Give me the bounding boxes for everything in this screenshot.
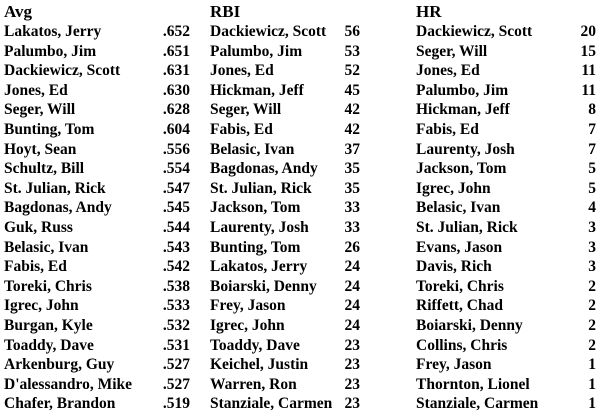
player-row xyxy=(4,238,190,258)
player-row xyxy=(4,375,190,395)
player-name: Jackson, Tom xyxy=(210,199,301,217)
stat-value: .544 xyxy=(162,218,190,236)
player-name: Stanziale, Carmen xyxy=(210,395,333,413)
player-name: Hickman, Jeff xyxy=(416,101,510,119)
player-row xyxy=(4,336,190,356)
player-name: Frey, Jason xyxy=(416,356,492,374)
player-row xyxy=(210,159,360,179)
stat-value: 5 xyxy=(588,179,596,197)
stat-value: 37 xyxy=(344,140,360,158)
player-row xyxy=(210,198,360,218)
player-row xyxy=(210,336,360,356)
stat-value: .545 xyxy=(162,199,190,217)
stat-value: .538 xyxy=(162,277,190,295)
stat-value: .631 xyxy=(162,62,190,80)
player-name: Toreki, Chris xyxy=(4,277,92,295)
stat-value: .652 xyxy=(162,23,190,40)
player-row xyxy=(4,218,190,238)
hr-rows xyxy=(416,22,596,414)
avg-column xyxy=(4,0,190,414)
player-row xyxy=(416,179,596,199)
player-row xyxy=(210,238,360,258)
player-row xyxy=(4,140,190,160)
rbi-column xyxy=(210,0,360,414)
player-row xyxy=(210,81,360,101)
player-name: Seger, Will xyxy=(4,101,76,119)
player-row xyxy=(210,375,360,395)
stat-value: 24 xyxy=(344,297,360,315)
player-row xyxy=(416,100,596,120)
player-row xyxy=(210,218,360,238)
player-row xyxy=(4,159,190,179)
player-name: Hoyt, Sean xyxy=(4,140,77,158)
player-row xyxy=(416,277,596,297)
stat-value: 33 xyxy=(344,199,360,217)
stat-value: 23 xyxy=(344,336,360,354)
player-row xyxy=(416,375,596,395)
player-row xyxy=(210,22,360,42)
stat-value: 23 xyxy=(344,356,360,374)
stat-value: .542 xyxy=(162,258,190,276)
stat-value: 15 xyxy=(580,42,596,60)
stat-value: 33 xyxy=(344,218,360,236)
player-name: Belasic, Ivan xyxy=(4,238,89,256)
stat-value: 24 xyxy=(344,277,360,295)
stat-value: .519 xyxy=(162,395,190,413)
player-row xyxy=(210,61,360,81)
player-name: Igrec, John xyxy=(416,179,491,197)
player-row xyxy=(4,100,190,120)
stat-value: 1 xyxy=(588,375,596,393)
player-name: St. Julian, Rick xyxy=(416,218,518,236)
player-name: Hickman, Jeff xyxy=(210,81,304,99)
player-name: Arkenburg, Guy xyxy=(4,356,115,374)
player-row xyxy=(210,316,360,336)
player-row xyxy=(210,42,360,62)
stat-value: .651 xyxy=(162,42,190,60)
player-name: Belasic, Ivan xyxy=(416,199,501,217)
stat-value: 2 xyxy=(588,277,596,295)
player-row xyxy=(4,296,190,316)
stat-value: 11 xyxy=(581,62,596,80)
player-row xyxy=(210,179,360,199)
player-name: Guk, Russ xyxy=(4,218,73,236)
player-row xyxy=(416,296,596,316)
player-row xyxy=(416,61,596,81)
stat-value: .556 xyxy=(162,140,190,158)
player-row xyxy=(416,336,596,356)
player-row xyxy=(210,296,360,316)
player-row xyxy=(416,81,596,101)
player-name: Palumbo, Jim xyxy=(210,42,303,60)
stat-value: 24 xyxy=(344,316,360,334)
stat-value: 24 xyxy=(344,258,360,276)
player-row xyxy=(4,198,190,218)
player-name: Fabis, Ed xyxy=(4,258,67,276)
stat-value: 7 xyxy=(588,120,596,138)
player-name: Evans, Jason xyxy=(416,238,503,256)
stat-value: 42 xyxy=(344,101,360,119)
player-name: Lakatos, Jerry xyxy=(210,258,308,276)
player-row xyxy=(4,277,190,297)
player-row xyxy=(4,257,190,277)
player-name: Toaddy, Dave xyxy=(210,336,300,354)
player-row xyxy=(4,355,190,375)
player-row xyxy=(210,355,360,375)
stat-value: 42 xyxy=(344,120,360,138)
player-row xyxy=(416,238,596,258)
player-name: Frey, Jason xyxy=(210,297,286,315)
stat-value: 45 xyxy=(344,81,360,99)
player-name: Belasic, Ivan xyxy=(210,140,295,158)
stat-value: .543 xyxy=(162,238,190,256)
stat-value: 4 xyxy=(588,199,596,217)
player-name: Jones, Ed xyxy=(4,81,68,99)
player-name: Igrec, John xyxy=(210,316,285,334)
player-name: Bagdonas, Andy xyxy=(4,199,112,217)
rbi-rows xyxy=(210,22,360,414)
stat-value: 2 xyxy=(588,316,596,334)
player-name: St. Julian, Rick xyxy=(210,179,312,197)
stat-value: 53 xyxy=(344,42,360,60)
stat-value: 52 xyxy=(344,62,360,80)
player-name: Fabis, Ed xyxy=(416,120,479,138)
player-row xyxy=(210,120,360,140)
stat-value: 3 xyxy=(588,258,596,276)
player-row xyxy=(4,316,190,336)
player-name: Chafer, Brandon xyxy=(4,395,116,413)
player-name: D'alessandro, Mike xyxy=(4,375,133,393)
player-row xyxy=(4,394,190,414)
stat-value: .533 xyxy=(162,297,190,315)
player-name: Toaddy, Dave xyxy=(4,336,94,354)
stat-value: .628 xyxy=(162,101,190,119)
player-name: Toreki, Chris xyxy=(416,277,504,295)
player-row xyxy=(4,61,190,81)
player-row xyxy=(210,100,360,120)
player-name: Jones, Ed xyxy=(416,62,480,80)
stat-value: 23 xyxy=(344,375,360,393)
player-row xyxy=(4,120,190,140)
player-name: St. Julian, Rick xyxy=(4,179,106,197)
player-row xyxy=(416,218,596,238)
stat-value: .531 xyxy=(162,336,190,354)
player-name: Warren, Ron xyxy=(210,375,297,393)
hr-column-title: HR xyxy=(416,2,442,21)
rbi-column-title: RBI xyxy=(210,2,241,21)
player-name: Davis, Rich xyxy=(416,258,492,276)
stat-value: 20 xyxy=(580,23,596,40)
avg-column-title: Avg xyxy=(4,2,33,21)
stat-value: 35 xyxy=(344,179,360,197)
player-name: Jackson, Tom xyxy=(416,160,507,178)
player-row xyxy=(4,81,190,101)
player-name: Bagdonas, Andy xyxy=(210,160,318,178)
stat-value: 1 xyxy=(588,356,596,374)
avg-rows xyxy=(4,22,190,414)
stat-value: .527 xyxy=(162,356,190,374)
player-name: Seger, Will xyxy=(210,101,282,119)
player-name: Palumbo, Jim xyxy=(416,81,509,99)
player-name: Schultz, Bill xyxy=(4,160,85,178)
stat-value: .547 xyxy=(162,179,190,197)
player-row xyxy=(210,277,360,297)
stat-value: 7 xyxy=(588,140,596,158)
player-name: Dackiewicz, Scott xyxy=(4,62,121,80)
player-row xyxy=(416,257,596,277)
stat-value: .532 xyxy=(162,316,190,334)
player-name: Fabis, Ed xyxy=(210,120,273,138)
stat-value: 3 xyxy=(588,218,596,236)
player-name: Jones, Ed xyxy=(210,62,274,80)
player-row xyxy=(416,140,596,160)
stat-value: 1 xyxy=(588,395,596,413)
player-name: Lakatos, Jerry xyxy=(4,23,102,40)
player-name: Bunting, Tom xyxy=(4,120,95,138)
player-name: Collins, Chris xyxy=(416,336,508,354)
stat-value: 2 xyxy=(588,297,596,315)
stat-value: 11 xyxy=(581,81,596,99)
player-name: Boiarski, Denny xyxy=(416,316,523,334)
player-name: Igrec, John xyxy=(4,297,79,315)
player-row xyxy=(4,179,190,199)
player-name: Dackiewicz, Scott xyxy=(210,23,327,40)
player-row xyxy=(210,257,360,277)
player-name: Laurenty, Josh xyxy=(210,218,309,236)
player-name: Riffett, Chad xyxy=(416,297,503,315)
stat-value: 5 xyxy=(588,160,596,178)
stat-value: .527 xyxy=(162,375,190,393)
player-name: Seger, Will xyxy=(416,42,488,60)
stat-value: 35 xyxy=(344,160,360,178)
player-row xyxy=(210,394,360,414)
player-name: Palumbo, Jim xyxy=(4,42,97,60)
hr-column xyxy=(416,0,596,414)
player-name: Bunting, Tom xyxy=(210,238,301,256)
stat-value: .630 xyxy=(162,81,190,99)
player-row xyxy=(4,22,190,42)
player-name: Dackiewicz, Scott xyxy=(416,23,533,40)
player-name: Burgan, Kyle xyxy=(4,316,93,334)
player-row xyxy=(416,394,596,414)
player-row xyxy=(416,198,596,218)
player-row xyxy=(416,22,596,42)
player-name: Boiarski, Denny xyxy=(210,277,317,295)
stat-value: .554 xyxy=(162,160,190,178)
player-row xyxy=(4,42,190,62)
player-row xyxy=(416,316,596,336)
stat-value: 23 xyxy=(344,395,360,413)
player-name: Laurenty, Josh xyxy=(416,140,515,158)
player-name: Thornton, Lionel xyxy=(416,375,530,393)
player-row xyxy=(210,140,360,160)
stat-value: .604 xyxy=(162,120,190,138)
stat-value: 26 xyxy=(344,238,360,256)
player-row xyxy=(416,120,596,140)
player-name: Stanziale, Carmen xyxy=(416,395,539,413)
stat-value: 56 xyxy=(344,23,360,40)
stat-value: 8 xyxy=(588,101,596,119)
stat-value: 2 xyxy=(588,336,596,354)
player-row xyxy=(416,355,596,375)
player-name: Keichel, Justin xyxy=(210,356,309,374)
player-row xyxy=(416,42,596,62)
stat-value: 3 xyxy=(588,238,596,256)
player-row xyxy=(416,159,596,179)
